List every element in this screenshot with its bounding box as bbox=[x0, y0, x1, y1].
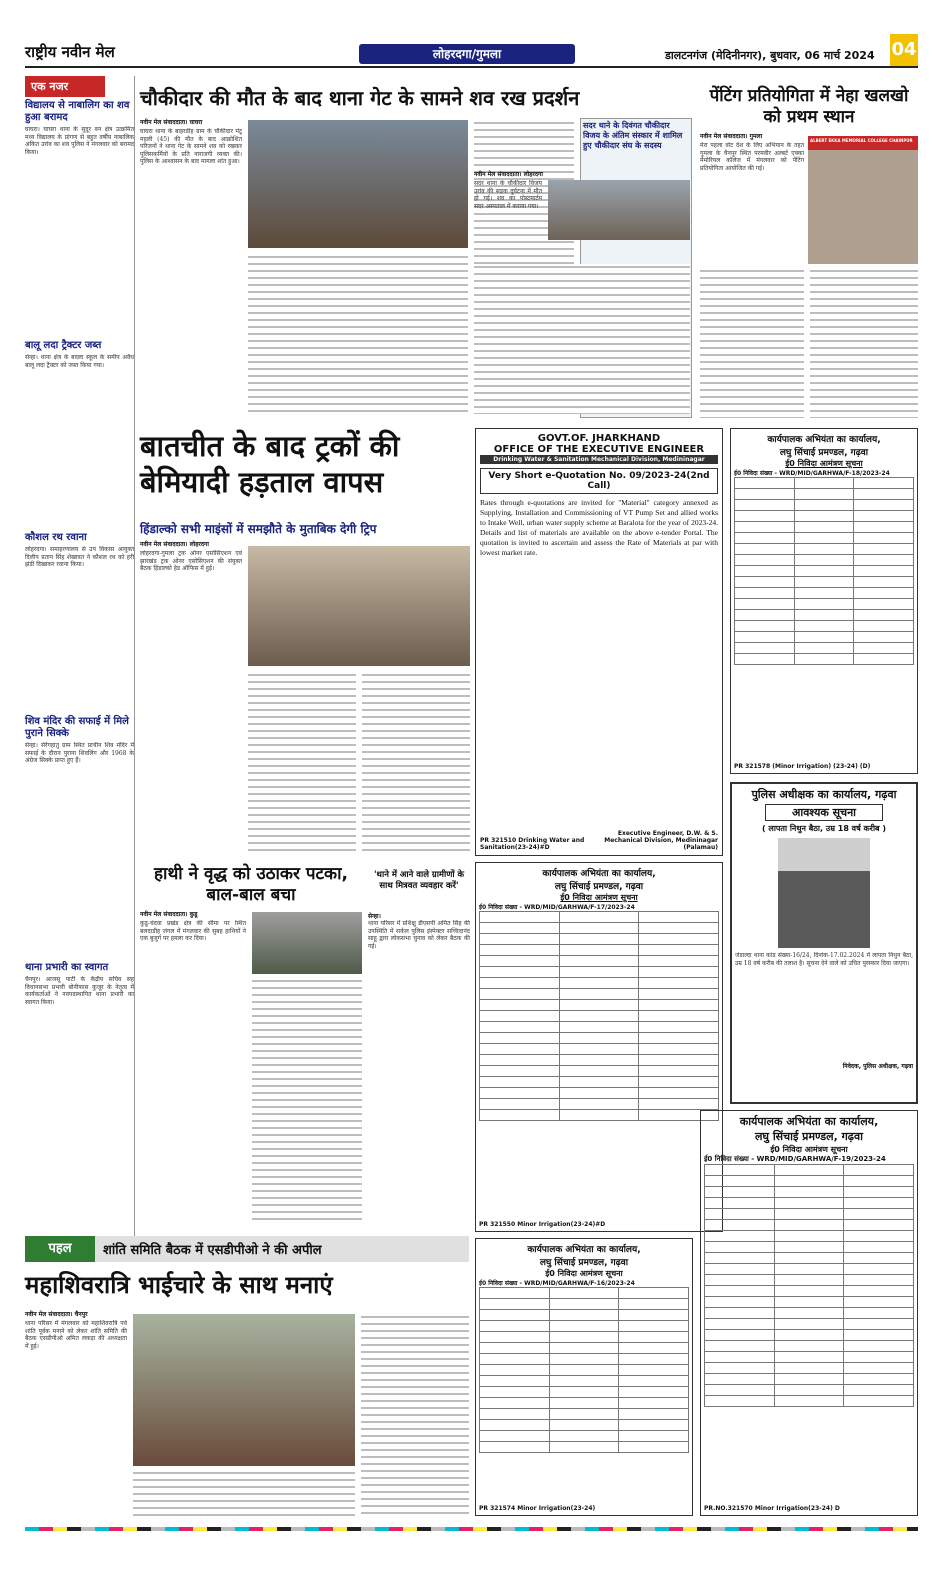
division-name: लघु सिंचाई प्रमण्डल, गढ़वा bbox=[755, 1130, 863, 1143]
brief-title: कौशल रथ रवाना bbox=[25, 532, 87, 543]
byline: नवीन मेल संवाददाता। चैनपुर bbox=[25, 1311, 88, 1318]
tender-table bbox=[479, 1287, 689, 1453]
headline-elephant: हाथी ने वृद्ध को उठाकर पटका, बाल-बाल बचा bbox=[154, 864, 348, 905]
govt-line: GOVT.OF. JHARKHAND bbox=[537, 433, 661, 444]
quotation-title: Very Short e-Quotation No. 09/2023-24(2nd Call) bbox=[480, 468, 718, 494]
brief-body: लोहरदगा। समाहरणालय से उप विकास आयुक्त दिलीप प्रताप सिंह शेखावत ने कौशल रथ को हरी झंडी दिखाकर रवाना किया। bbox=[25, 546, 134, 568]
headline-shivratri: महाशिवरात्रि भाईचारे के साथ मनाएं bbox=[25, 1271, 333, 1299]
article-thana bbox=[368, 912, 470, 1222]
tender-ref: ई0 निविदा संख्या - WRD/MID/GARHWA/F-19/2023-24 bbox=[704, 1155, 886, 1163]
pahal-strip bbox=[25, 1236, 469, 1262]
color-registration-bar bbox=[25, 1524, 918, 1534]
left-column bbox=[25, 76, 135, 1236]
headline-chowkidar: चौकीदार की मौत के बाद थाना गेट के सामने शव रख प्रदर्शन bbox=[140, 86, 580, 110]
tender-ref: ई0 निविदा संख्या - WRD/MID/GARHWA/F-18/2023-24 bbox=[734, 470, 890, 477]
article-elephant bbox=[140, 910, 362, 1222]
newspaper-logo: राष्ट्रीय नवीन मेल bbox=[25, 43, 115, 61]
brief-title: शिव मंदिर की सफाई में मिले पुराने सिक्के bbox=[25, 716, 129, 739]
pahal-tag: पहल bbox=[25, 1236, 95, 1262]
article-body: थाना परिसर में मंगलवार को महाशिवरात्रि पर्व शांति पूर्वक मनाने को लेकर शांति समिति की बैठक एसडीपीओ अमित लकड़ा की अध्यक्षता में हुई। bbox=[25, 1320, 127, 1350]
article-truck bbox=[140, 540, 470, 856]
subhead-truck: हिंडाल्को सभी माइंसों में समझौते के मुताबिक देगी ट्रिप bbox=[140, 522, 377, 536]
notice-title: ई0 निविदा आमंत्रण सूचना bbox=[545, 1269, 623, 1278]
article-text-lines bbox=[133, 1470, 355, 1516]
article-text-lines bbox=[474, 264, 690, 414]
missing-person-photo bbox=[778, 838, 870, 948]
office-name: कार्यपालक अभियंता का कार्यालय, bbox=[739, 1115, 879, 1128]
meeting-photo bbox=[248, 546, 470, 666]
crowd-photo bbox=[248, 120, 468, 248]
tender-ad-f17 bbox=[475, 862, 723, 1232]
sp-office: पुलिस अधीक्षक का कार्यालय, गढ़वा bbox=[751, 788, 897, 801]
article-body: सदर थाना के चौकीदार विजय उरांव की सड़क दुर्घटना में मौत हो गई। शव का पोस्टमार्टम सदर अस्पताल में कराया गया। bbox=[474, 180, 542, 210]
tender-ref: ई0 निविदा संख्या - WRD/MID/GARHWA/F-17/2023-24 bbox=[479, 904, 635, 911]
ek-nazar-tag: एक नजर bbox=[25, 76, 105, 97]
victim-photo bbox=[252, 912, 362, 974]
office-line: OFFICE OF THE EXECUTIVE ENGINEER bbox=[493, 444, 705, 455]
brief-body: घाघरा। घाघरा थाना के सुदूर वन क्षेत्र उत्क्रमित मध्य विद्यालय के प्रांगण से बहुत वर्षीय नाबालिक अंकित उरांव का शव पुलिस ने मंगलवार को बरामद किया। bbox=[25, 126, 134, 156]
brief-title: बालू लदा ट्रैक्टर जब्त bbox=[25, 340, 102, 351]
tender-ad-f16 bbox=[475, 1238, 693, 1516]
section-label: लोहरदगा/गुमला bbox=[359, 44, 575, 64]
brief-title: थाना प्रभारी का स्वागत bbox=[25, 962, 109, 973]
office-name: कार्यपालक अभियंता का कार्यालय, bbox=[527, 1245, 641, 1255]
tagline: शांति समिति बैठक में एसडीपीओ ने की अपील bbox=[103, 1243, 322, 1258]
tender-ad-f18 bbox=[730, 428, 918, 774]
pr-number: PR 321574 Minor Irrigation(23-24) bbox=[479, 1505, 596, 1512]
division-name: लघु सिंचाई प्रमण्डल, गढ़वा bbox=[554, 882, 644, 892]
byline: नवीन मेल संवाददाता। घाघरा bbox=[140, 119, 203, 126]
division-line: Drinking Water & Sanitation Mechanical Division, Medininagar bbox=[480, 455, 718, 464]
article-vijay bbox=[472, 168, 692, 422]
college-banner: ALBERT EKKA MEMORIAL COLLEGE CHAINPUR bbox=[810, 138, 913, 143]
pr-number: PR 321578 (Minor Irrigation) (23-24) (D) bbox=[734, 763, 871, 770]
article-body: थाना परिसर में प्रशिक्षु डीएसपी अमित सिंह की उपस्थिति में सर्कल पुलिस इंस्पेक्टर सच्चिदानंद साहू द्वारा लोकसभा चुनाव को लेकर बैठक की गई। bbox=[368, 920, 470, 950]
pr-number: PR.NO.321570 Minor Irrigation(23-24) D bbox=[704, 1505, 840, 1512]
missing-name: ( लापता निथुन बैठा, उम्र 18 वर्ष करीब ) bbox=[761, 824, 887, 833]
notice-title: ई0 निविदा आमंत्रण सूचना bbox=[560, 893, 638, 902]
signatory: Executive Engineer, D.W. & S. Mechanical Division, Medininagar (Palamau) bbox=[604, 830, 718, 851]
article-text-lines bbox=[362, 672, 470, 852]
article-body: घाघरा थाना के बाहरडीह ग्राम के चौकीदार मंटू महली (45) की मौत के बाद आक्रोशित परिजनों ने थाना गेट के सामने शव को रखकर पुलिसकर्मियों के प्रति नाराजगी व्यक्त की। पुलिस के आश्वासन के बाद मामला शांत हुआ। bbox=[140, 128, 242, 165]
article-body: मेरा पहला वोट देश के लिए अभियान के तहत गुमला के चैनपुर स्थित परमवीर अल्बर्ट एक्का मेमोरियल कॉलेज में मंगलवार को पेंटिंग प्रतियोगिता आयोजित की गई। bbox=[700, 142, 804, 172]
tender-table bbox=[734, 477, 914, 665]
funeral-photo bbox=[548, 180, 690, 240]
brief-title: विद्यालय से नाबालिग का शव हुआ बरामद bbox=[25, 100, 130, 123]
dateline: डालटनगंज (मेदिनीनगर), बुधवार, 06 मार्च 2024 bbox=[665, 49, 875, 62]
office-name: कार्यपालक अभियंता का कार्यालय, bbox=[767, 435, 881, 445]
article-text-lines bbox=[248, 254, 468, 414]
brief-body: सेन्हा। थाना क्षेत्र के बदला स्कूल के समीप अवैध बालू लदा ट्रैक्टर को जब्त किया गया। bbox=[25, 354, 134, 369]
headline-truck-strike: बातचीत के बाद ट्रकों की बेमियादी हड़ताल वापस bbox=[140, 429, 400, 499]
masthead bbox=[25, 39, 918, 68]
article-text-lines bbox=[361, 1314, 469, 1516]
article-body: लोहरदगा-गुमला ट्रक ओनर एसोसिएशन एवं झारखंड ट्रक ओनर एसोसिएशन की संयुक्त बैठक हिंडाल्को हेड ऑफिस में हुई। bbox=[140, 550, 242, 572]
division-name: लघु सिंचाई प्रमण्डल, गढ़वा bbox=[539, 1258, 629, 1268]
pr-number: PR 321510 Drinking Water and Sanitation(23-24)#D bbox=[480, 837, 585, 851]
division-name: लघु सिंचाई प्रमण्डल, गढ़वा bbox=[779, 448, 869, 458]
tender-ad-jharkhand bbox=[475, 428, 723, 856]
meeting-photo bbox=[133, 1314, 355, 1466]
missing-person-ad bbox=[730, 782, 918, 1104]
headline-neha: पेंटिंग प्रतियोगिता में नेहा खलखो को प्रथम स्थान bbox=[709, 86, 909, 127]
article-shivratri bbox=[25, 1310, 469, 1516]
award-photo bbox=[808, 136, 918, 264]
notice-title: ई0 निविदा आमंत्रण सूचना bbox=[785, 459, 863, 468]
office-name: कार्यपालक अभियंता का कार्यालय, bbox=[542, 869, 656, 879]
pr-number: PR 321550 Minor Irrigation(23-24)#D bbox=[479, 1221, 606, 1228]
article-body: कुडू-चंदवा प्रखंड क्षेत्र की सीमा पर स्थित बलदाडीह जंगल में मंगलवार की सुबह हाथियों ने एक बुजुर्ग पर हमला कर दिया। bbox=[140, 920, 246, 942]
brief-body: सेन्हा। सेरेंगहातु ग्राम स्थित प्राचीन शिव मंदिर में सफाई के दौरान पुराना शिवलिंग और 1968 के अंग्रेज सिक्के प्राप्त हुए हैं। bbox=[25, 742, 134, 764]
article-text-lines bbox=[252, 978, 362, 1220]
article-neha bbox=[700, 132, 918, 422]
notice-title: ई0 निविदा आमंत्रण सूचना bbox=[770, 1145, 848, 1154]
article-text-lines bbox=[810, 268, 918, 418]
page-number: 04 bbox=[890, 34, 918, 66]
notice-heading: आवश्यक सूचना bbox=[765, 804, 883, 821]
headline-thana: 'थाने में आने वाले ग्रामीणों के साथ मित्रवत व्यवहार करें' bbox=[373, 870, 465, 891]
quotation-body: Rates through e-quotations are invited for "Material" category annexed as Supplying, Installation and Commissioning of VT Pump Set and allied works to Intake Well, urban water supply scheme at Baralota for the year of 2023-24. Details and list of materials are available on the above e-tender Portal. The quotation is invited to ascertain and assess the Rate of Materials at par with lowest market rate. bbox=[480, 498, 718, 557]
signatory: निवेदक, पुलिस अधीक्षक, गढ़वा bbox=[842, 1063, 913, 1070]
byline: नवीन मेल संवाददाता। गुमला bbox=[700, 133, 763, 140]
tender-table bbox=[479, 911, 719, 1121]
byline: नवीन मेल संवाददाता। लोहरदगा bbox=[474, 171, 543, 178]
tender-ad-f19 bbox=[700, 1110, 918, 1516]
notice-body: जंडाल्दा थाना कांड संख्या-16/24, दिनांक-17.02.2024 में लापता निथुन बैठा, उम्र 18 वर्ष करीब की तलाश है। सूचना देने वाले को उचित पुरस्कार दिया जाएगा। bbox=[735, 952, 913, 967]
byline: नवीन मेल संवाददाता। लोहरदगा bbox=[140, 541, 209, 548]
byline: सेन्हा। bbox=[368, 913, 381, 920]
article-text-lines bbox=[700, 268, 804, 418]
headline-vijay: सदर थाने के दिवंगत चौकीदार विजय के अंतिम संस्कार में शामिल हुए चौकीदार संघ के सदस्य bbox=[583, 121, 683, 150]
article-text-lines bbox=[248, 672, 356, 852]
tender-ref: ई0 निविदा संख्या - WRD/MID/GARHWA/F-16/2023-24 bbox=[479, 1280, 635, 1287]
brief-body: चैनपुर। आजसू पार्टी के केंद्रीय सचिव सह विधानसभा प्रभारी बोनीफास कुजूर के नेतृत्व में कार्यकर्ताओं ने नवपदस्थापित थाना प्रभारी का स्वागत किया। bbox=[25, 976, 134, 1006]
tender-table bbox=[704, 1164, 914, 1407]
byline: नवीन मेल संवाददाता। कुडू bbox=[140, 911, 198, 918]
